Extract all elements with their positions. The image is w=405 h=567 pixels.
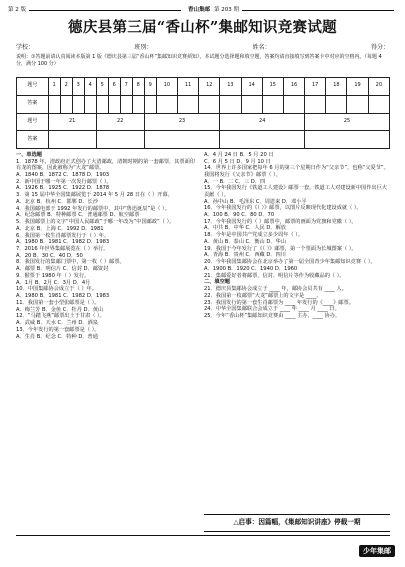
question-number: 9: [144, 78, 156, 96]
question-line: 24．中华全国集邮联合会成立于 ____ 年 ____ 月 ____ 日。: [204, 306, 340, 313]
student-info-row: [16, 44, 389, 51]
question-line: C．6 月 5 日 D．9 月 10 日: [204, 158, 271, 165]
instructions: 说明：①答题前请认真阅读本版第 1 版《德庆县第三届“香山杯”集邮知识竞赛须知》，本试题分选择题和填空题，答案均请直接填写到答案卡中对应的空格内。（每题 4 分，满分 100 分）: [16, 54, 382, 67]
answer-cell[interactable]: [347, 95, 368, 113]
question-line: A．1900 B．1920 C．1940 D．1960: [204, 265, 298, 272]
question-number: 10: [156, 78, 177, 96]
question-line: A．1840 B．1872 C．1878 D．1903: [16, 171, 110, 178]
question-line: A．生肖 B．纪念 C．特种 D．普通: [16, 333, 98, 340]
question-number: 4: [84, 78, 96, 96]
notice-box: △启事：因篇幅，《集邮知识讲座》停载一期: [204, 514, 390, 532]
question-line: A．邮票 B．明信片 C．信封 D．邮资封: [16, 266, 109, 273]
answer-cell[interactable]: [326, 95, 347, 113]
question-number: 15: [262, 78, 283, 96]
answer-sheet-row-answers-1[interactable]: [17, 95, 390, 113]
answer-cell[interactable]: [132, 95, 144, 113]
question-line: 20．今年我国集邮协会在北京举办了第一届全国青少年集邮知识竞赛（ ）。: [204, 259, 376, 266]
question-number: 7: [120, 78, 132, 96]
answer-cell[interactable]: [144, 95, 156, 113]
page-header: [8, 5, 397, 15]
question-line: 18．今年是中国共产党成立多少周年（ ）。: [204, 232, 304, 239]
question-number: 8: [132, 78, 144, 96]
question-number: 6: [108, 78, 120, 96]
question-line: A．1926 B．1925 C．1922 D．1878: [16, 185, 110, 192]
question-line: 7．2016 年世界集邮展览在（ ）举行。: [16, 245, 109, 252]
answer-cell[interactable]: [177, 95, 198, 113]
question-line: A．青海 B．贵州 C．西藏 D．四川: [204, 252, 286, 259]
answer-cell[interactable]: [72, 95, 84, 113]
question-number: 24: [220, 113, 305, 131]
question-number: 22: [96, 113, 144, 131]
question-line: 13．今年发行的第一套邮票是（ ）。: [16, 326, 100, 333]
question-line: A．100 B．90 C．80 D．70: [204, 212, 275, 219]
question-line: 16．今年我国发行的《（ ）》邮票，以图片反映现代化建设成就（ ）。: [204, 205, 362, 212]
question-number: 21: [48, 113, 96, 131]
question-line: A．纪念邮票 B．特种邮票 C．普通邮票 D．航空邮票: [16, 212, 140, 219]
question-line: A．武威 B．天水 C．兰州 D．酒泉: [16, 320, 98, 327]
question-line: A．1980 B．1981 C．1982 D．1983: [16, 239, 110, 246]
question-number: 2: [60, 78, 72, 96]
stamp-logo: 少年集邮: [359, 545, 395, 557]
question-line: A．1980 B．1981 C．1982 D．1983: [16, 293, 110, 300]
question-line: 15．今年我国发行《铁道工人建设》邮票一套，铁道工人对建设新中国作出巨大贡献（ ）。: [204, 185, 387, 198]
question-number: 5: [96, 78, 108, 96]
question-number: 17: [305, 78, 326, 96]
document-title: 德庆县第三届“香山杯”集邮知识竞赛试题: [68, 19, 337, 36]
answer-cell[interactable]: [283, 95, 304, 113]
header-rule-left: [29, 10, 181, 11]
header-rule-right: [242, 10, 394, 11]
answer-cell[interactable]: [241, 95, 262, 113]
answer-cell[interactable]: [96, 95, 108, 113]
answer-cell[interactable]: [305, 131, 390, 149]
question-number: 16: [283, 78, 304, 96]
answer-cell[interactable]: [156, 95, 177, 113]
answer-label: 答案: [17, 131, 49, 149]
question-line: A．4 月 24 日 B．5 月 20 日: [204, 152, 274, 158]
question-number: 19: [347, 78, 368, 96]
question-line: 17．今年我国发行的（ ）邮票中，邮票的画面为党旗和党徽（ ）。: [204, 218, 357, 225]
school-field[interactable]: 学校：: [16, 44, 35, 51]
question-line: A．一 B．二 C．三 D．四: [204, 178, 266, 185]
answer-sheet-row-numbers-2: [17, 113, 390, 131]
answer-label: 答案: [17, 95, 49, 113]
question-number-label: 题号: [17, 78, 49, 96]
question-number: 25: [305, 113, 390, 131]
question-line: 3．第 15 届中华全国集邮展览于 2014 年 5 月 28 日在（ ）开幕。: [16, 192, 173, 199]
answer-cell[interactable]: [48, 131, 96, 149]
issue-number: 第 203 期: [214, 6, 240, 13]
question-line: 4．我国邮电部于 1992 年发行的邮票中，其中“鲁迅诞辰”是（ ）。: [16, 205, 170, 212]
answer-cell[interactable]: [120, 95, 132, 113]
question-line: 二、填空题: [204, 279, 230, 286]
question-line: 14．世界上许多国家把每年 6 月的第三个星期日作为“父亲节”，也称“父爱节”。我国将发行《父亲节》邮票（ ）。: [204, 165, 389, 178]
question-line: A．北京 B．杭州 C．邯郸 D．长沙: [16, 198, 98, 205]
question-line: 11．我国第一套小型张邮票是（ ）。: [16, 299, 100, 306]
answer-cell[interactable]: [84, 95, 96, 113]
question-number: 14: [241, 78, 262, 96]
question-line: 2．新中国于哪一年第一次发行邮票（ ）。: [16, 178, 112, 185]
question-line: 21．德庆县集邮协会成立于 ____ 年，邮协会员共有 ____ 人。: [204, 286, 347, 293]
question-line: 19．我国于今年发行了《（ ）》邮票，第一个票面为长城图案（ ）。: [204, 245, 357, 252]
question-line: 22．我国第一枚邮票“大龙”邮票上的文字是 ____。: [204, 292, 322, 299]
question-number: 11: [177, 78, 198, 96]
questions-left-column: [16, 152, 199, 340]
answer-cell[interactable]: [305, 95, 326, 113]
answer-sheet-row-numbers-1: [17, 78, 390, 96]
question-number: 1: [48, 78, 60, 96]
question-line: 8．我国发行的集邮门票中，第一枚（ ）邮票。: [16, 259, 125, 266]
header-brand: 香山集邮: [188, 6, 211, 13]
question-line: A．孙中山 B．毛泽东 C．周恩来 D．邓小平: [204, 198, 307, 205]
answer-cell[interactable]: [220, 131, 305, 149]
question-number: 3: [72, 78, 84, 96]
answer-sheet: [16, 77, 390, 149]
question-line: 一、单选题: [16, 152, 42, 158]
questions-right-column: [204, 152, 390, 320]
name-field[interactable]: 姓名：: [252, 44, 271, 51]
question-line: 25．今年“香山杯”集邮知识竞赛由 ____ 主办，____ 协办。: [204, 313, 341, 320]
question-line: 9．猴票于 1980 年（ ）发行。: [16, 272, 90, 279]
bottom-rule: [16, 535, 390, 536]
answer-cell[interactable]: [144, 131, 220, 149]
question-line: A．1月 B．2月 C．3月 D．4月: [16, 279, 91, 286]
question-line: A．20 B．30 C．40 D．50: [16, 252, 83, 259]
question-line: 6．我国第一枚生肖邮票发行于（ ）年。: [16, 232, 110, 239]
question-number: 13: [220, 78, 241, 96]
question-line: 10．中国集邮协会成立于（ ）年。: [16, 286, 97, 293]
answer-cell[interactable]: [48, 95, 60, 113]
answer-cell[interactable]: [60, 95, 72, 113]
question-number: 18: [326, 78, 347, 96]
question-number: 20: [368, 78, 389, 96]
question-line: 12．“马踏飞燕”邮票出土于甘肃（ ）。: [16, 313, 105, 320]
answer-cell[interactable]: [220, 95, 241, 113]
score-field[interactable]: 得分：: [370, 44, 389, 51]
question-line: 1．1878 年，清政府正式创办了大清邮政，清朝时期的第一套邮票，其票面印有龙的图案，因此被称为“大龙”邮票。: [16, 158, 195, 172]
question-line: A．梅兰芳 B．金鱼 C．牡丹 D．黄山: [16, 306, 104, 313]
page-number: 第 2 版: [8, 6, 26, 13]
question-line: 5．我国邮票上的文字“中国人民邮政”于哪一年改为“中国邮政”（ ）。: [16, 219, 175, 226]
answer-cell[interactable]: [108, 95, 120, 113]
question-line: A．中共 B．中华 C．人民 D．解放: [204, 225, 286, 232]
answer-cell[interactable]: [199, 95, 220, 113]
answer-cell[interactable]: [262, 95, 283, 113]
question-number: 23: [144, 113, 220, 131]
question-number: 12: [199, 78, 220, 96]
question-line: 23．我国发行的第一套生肖邮票为 ____ 年发行的《____》邮票。: [204, 299, 354, 306]
answer-cell[interactable]: [96, 131, 144, 149]
answer-cell[interactable]: [368, 95, 389, 113]
class-field[interactable]: 班别：: [134, 44, 153, 51]
question-number-label: 题号: [17, 113, 49, 131]
question-line: A．黄山 B．泰山 C．衡山 D．华山: [204, 238, 286, 245]
answer-sheet-row-answers-2[interactable]: [17, 131, 390, 149]
question-line: A．北京 B．上海 C．1992 D．1981: [16, 225, 104, 232]
question-line: 21．集邮爱好者将邮票、信封、明信片等作为收藏品的（ ）。: [204, 272, 345, 279]
